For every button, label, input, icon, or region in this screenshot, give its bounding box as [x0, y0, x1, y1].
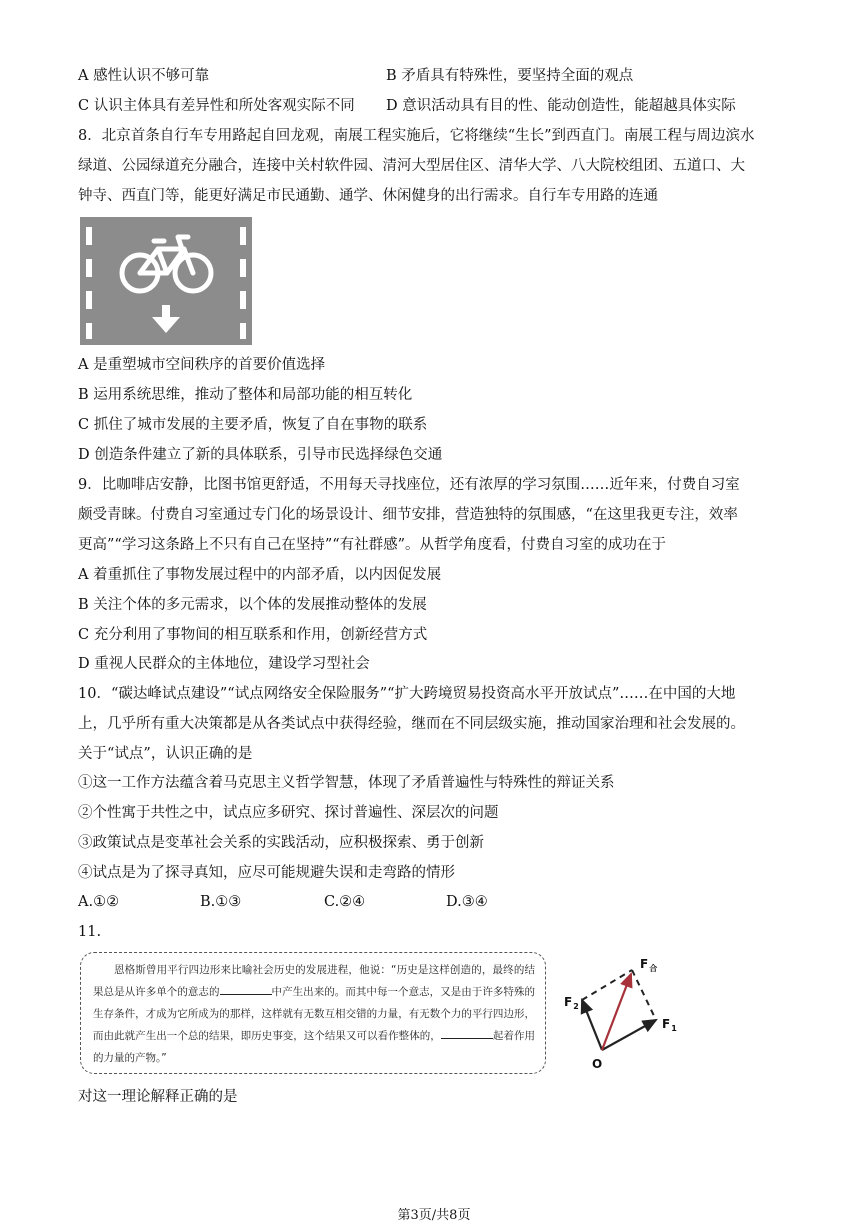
engels-quote-text	[93, 959, 535, 1069]
q10-statement-3: ③政策试点是变革社会关系的实践活动，应积极探索、勇于创新	[78, 835, 484, 851]
quote-part-2: 中产生出来的。而其中每一个意志，又是由于许多特殊的生存条件，才成为它所成为的那样，这样就有无数互相交错的力量，有无数个力的平行四边形，而由此就产生出一个总的结果，即历史事变，这个结果又可以看作整体的，	[93, 986, 536, 1042]
label-f2: $F_2$	[564, 995, 579, 1011]
q9-stem-line-1: 9．比咖啡店安静，比图书馆更舒适，不用每天寻找座位，还有浓厚的学习氛围……近年来，付费自习室	[78, 477, 740, 493]
quote-blank-1	[220, 982, 272, 995]
q10-choice-b: B.①③	[200, 894, 242, 910]
quote-part-1: 恩格斯曾用平行四边形来比喻社会历史的发展进程，他说：“历史是这样创造的，最终的结果总是从许多单个的意志的	[93, 964, 535, 998]
q10-stem-line-2: 上，几乎所有重大决策都是从各类试点中获得经验，继而在不同层级实施，推动国家治理和社会发展的。	[78, 716, 745, 732]
quote-part-3: 起着作用的力量的产物。”	[93, 1030, 536, 1064]
force-parallelogram-diagram	[560, 950, 690, 1078]
q9-option-d: D 重视人民群众的主体地位，建设学习型社会	[78, 656, 370, 672]
q7-option-b: B 矛盾具有特殊性，要坚持全面的观点	[386, 68, 634, 84]
page-footer: 第3页/共8页	[397, 1208, 471, 1223]
q8-option-b: B 运用系统思维，推动了整体和局部功能的相互转化	[78, 387, 413, 403]
q10-choice-d: D.③④	[446, 894, 488, 910]
label-f1: $F_1$	[662, 1017, 677, 1033]
q10-statement-1: ①这一工作方法蕴含着马克思主义哲学智慧，体现了矛盾普遍性与特殊性的辩证关系	[78, 775, 615, 791]
parallelogram-vector-icon	[560, 950, 690, 1078]
q8-option-d: D 创造条件建立了新的具体联系，引导市民选择绿色交通	[78, 447, 443, 463]
q8-option-c: C 抓住了城市发展的主要矛盾，恢复了自在事物的联系	[78, 417, 428, 433]
label-origin: O	[592, 1057, 603, 1071]
q7-option-d: D 意识活动具有目的性、能动创造性，能超越具体实际	[386, 98, 736, 114]
q9-option-a: A 着重抓住了事物发展过程中的内部矛盾，以内因促发展	[78, 567, 442, 583]
q10-statement-4: ④试点是为了探寻真知，应尽可能规避失误和走弯路的情形	[78, 865, 455, 881]
q8-stem-line-2: 绿道、公园绿道充分融合，连接中关村软件园、清河大型居住区、清华大学、八大院校组团、五道口、大	[78, 158, 745, 174]
q7-option-a: A 感性认识不够可靠	[78, 68, 210, 84]
q9-stem-line-3: 更高”“学习这条路上不只有自己在坚持”“有社群感”。从哲学角度看，付费自习室的成功在于	[78, 537, 667, 553]
q9-stem-line-2: 颇受青睐。付费自习室通过专门化的场景设计、细节安排，营造独特的氛围感，“在这里我更专注，效率	[78, 507, 738, 523]
q7-option-c: C 认识主体具有差异性和所处客观实际不同	[78, 98, 355, 114]
q8-stem-line-1: 8．北京首条自行车专用路起自回龙观，南展工程实施后，它将继续“生长”到西直门。南展工程与周边滨水	[78, 128, 755, 144]
label-f-resultant: $F_合$	[640, 957, 658, 973]
bicycle-lane-icon	[80, 217, 252, 345]
q9-option-c: C 充分利用了事物间的相互联系和作用，创新经营方式	[78, 627, 428, 643]
q10-statement-2: ②个性寓于共性之中，试点应多研究、探讨普遍性、深层次的问题	[78, 805, 499, 821]
q11-prompt: 对这一理论解释正确的是	[78, 1089, 238, 1105]
q10-choice-a: A.①②	[78, 894, 120, 910]
q10-stem-line-1: 10．“碳达峰试点建设”“试点网络安全保险服务”“扩大跨境贸易投资高水平开放试点”……在中国的大地	[78, 686, 736, 702]
engels-quote-box	[80, 952, 546, 1074]
q10-choice-c: C.②④	[324, 894, 366, 910]
q10-choices	[78, 892, 598, 912]
bicycle-lane-sign-image	[80, 217, 252, 345]
q8-stem-line-3: 钟寺、西直门等，能更好满足市民通勤、通学、休闲健身的出行需求。自行车专用路的连通	[78, 188, 658, 204]
q11-number: 11.	[78, 924, 102, 940]
q10-stem-line-3: 关于“试点”，认识正确的是	[78, 746, 253, 762]
quote-blank-2	[441, 1026, 493, 1039]
q8-option-a: A 是重塑城市空间秩序的首要价值选择	[78, 357, 326, 373]
q9-option-b: B 关注个体的多元需求，以个体的发展推动整体的发展	[78, 597, 427, 613]
